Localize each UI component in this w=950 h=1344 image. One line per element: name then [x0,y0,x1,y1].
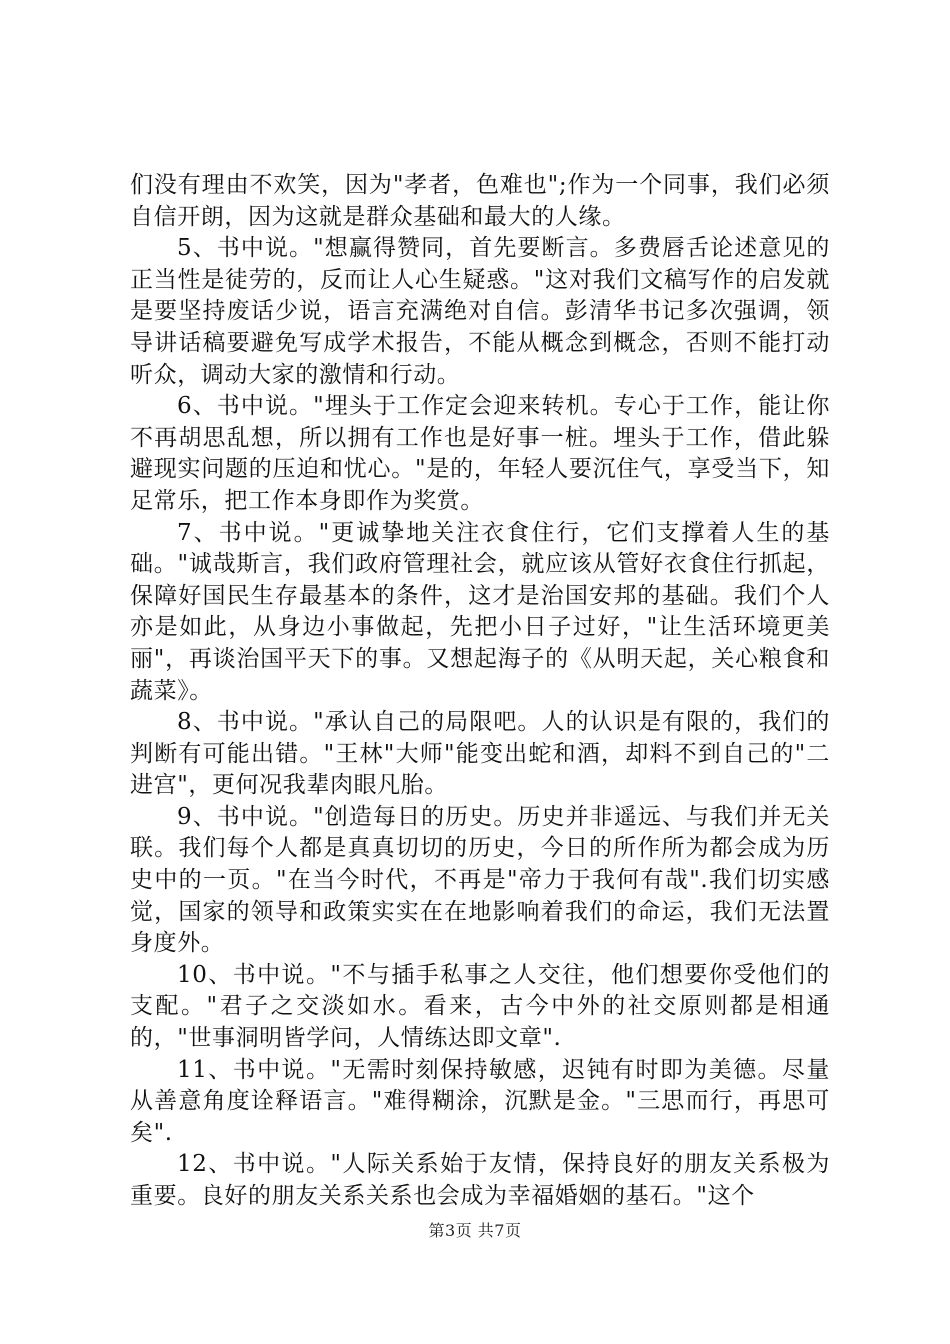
paragraph: 12、书中说。"人际关系始于友情，保持良好的朋友关系极为重要。良好的朋友关系关系也会成为幸福婚姻的基石。"这个 [130,1151,830,1209]
paragraph: 5、书中说。"想赢得赞同，首先要断言。多费唇舌论述意见的正当性是徒劳的，反而让人心生疑惑。"这对我们文稿写作的启发就是要坚持废话少说，语言充满绝对自信。彭清华书记多次强调，领导讲话稿要避免写成学术报告，不能从概念到概念，否则不能打动听众，调动大家的激情和行动。 [130,235,830,388]
paragraph: 9、书中说。"创造每日的历史。历史并非遥远、与我们并无关联。我们每个人都是真真切切的历史，今日的所作所为都会成为历史中的一页。"在当今时代，不再是"帝力于我何有哉".我们切实感觉，国家的领导和政策实实在在地影响着我们的命运，我们无法置身度外。 [130,803,830,957]
paragraph: 10、书中说。"不与插手私事之人交往，他们想要你受他们的支配。"君子之交淡如水。看来，古今中外的社交原则都是相通的，"世事洞明皆学问，人情练达即文章". [130,961,830,1052]
paragraph: 7、书中说。"更诚挚地关注衣食住行，它们支撑着人生的基础。"诚哉斯言，我们政府管理社会，就应该从管好衣食住行抓起，保障好国民生存最基本的条件，这才是治国安邦的基础。我们个人亦是如此，从身边小事做起，先把小日子过好，"让生活环境更美丽"，再谈治国平天下的事。又想起海子的《从明天起，关心粮食和蔬菜》。 [130,519,830,704]
paragraph: 11、书中说。"无需时刻保持敏感，迟钝有时即为美德。尽量从善意角度诠释语言。"难得糊涂，沉默是金。"三思而行，再思可矣". [130,1056,830,1146]
page-footer: 第3页 共7页 [428,1221,522,1240]
paragraph: 8、书中说。"承认自己的局限吧。人的认识是有限的，我们的判断有可能出错。"王林"大师"能变出蛇和酒，却料不到自己的"二进宫"，更何况我辈肉眼凡胎。 [130,709,830,799]
paragraph: 6、书中说。"埋头于工作定会迎来转机。专心于工作，能让你不再胡思乱想，所以拥有工作也是好事一桩。埋头于工作，借此躲避现实问题的压迫和忧心。"是的，年轻人要沉住气，享受当下，知足常乐，把工作本身即作为奖赏。 [130,393,830,514]
document-body [130,170,830,1213]
paragraph: 们没有理由不欢笑，因为"孝者，色难也";作为一个同事，我们必须自信开朗，因为这就是群众基础和最大的人缘。 [130,172,830,230]
